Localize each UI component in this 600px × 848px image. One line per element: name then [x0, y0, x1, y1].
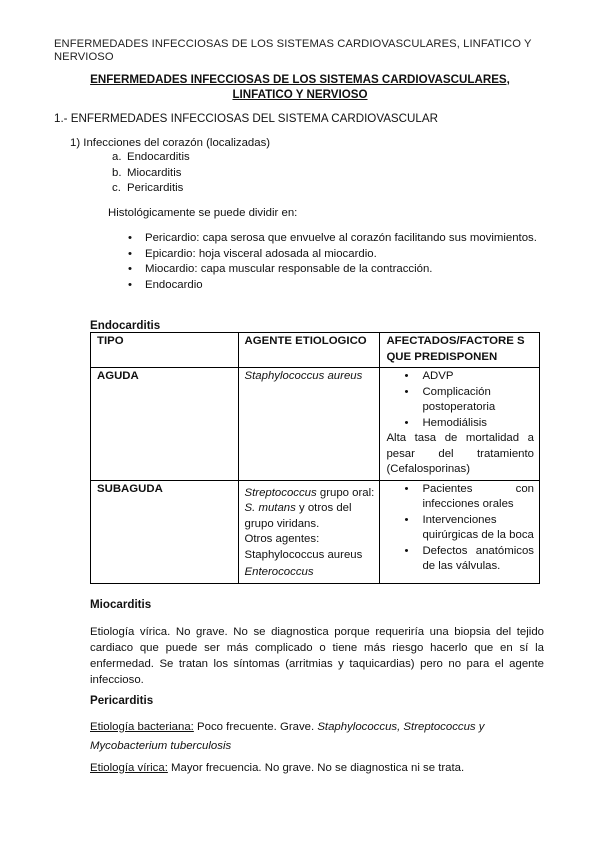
column-header: AFECTADOS/FACTORE S QUE PREDISPONEN	[380, 333, 540, 368]
list-item: • Pacientes con infecciones orales	[386, 482, 534, 513]
list-item: • Hemodiálisis	[386, 416, 534, 432]
table-cell-agent	[238, 480, 380, 583]
bacterial-agents: Staphylococcus, Streptococcus y Mycobacterium tuberculosis	[90, 721, 485, 752]
infection-list	[112, 150, 190, 197]
list-marker: c.	[112, 182, 121, 194]
agent-genus: Streptococcus	[244, 486, 317, 499]
table-cell-factors	[380, 480, 540, 583]
bacterial-text: Poco frecuente. Grave.	[193, 721, 318, 733]
agent-text: grupo oral:	[316, 486, 375, 499]
list-item: • Pericardio: capa serosa que envuelve al corazón facilitando sus movimientos.	[128, 231, 546, 247]
document-title: ENFERMEDADES INFECCIOSAS DE LOS SISTEMAS CARDIOVASCULARES, LINFATICO Y NERVIOSO	[90, 73, 510, 101]
pericarditis-heading: Pericarditis	[90, 694, 154, 707]
other-agents: Otros agentes: Staphylococcus aureus	[244, 533, 363, 561]
agent-text: y otros del grupo viridans.	[244, 502, 352, 530]
table-cell-factors	[380, 368, 540, 481]
page-header: ENFERMEDADES INFECCIOSAS DE LOS SISTEMAS CARDIOVASCULARES, LINFATICO Y NERVIOSO	[54, 38, 532, 63]
list-item: • Intervenciones quirúrgicas de la boca	[386, 513, 534, 544]
factor-list	[386, 369, 534, 431]
layers-list	[128, 231, 546, 293]
table-cell-type: AGUDA	[91, 368, 239, 481]
list-item-label: Endocarditis	[127, 151, 190, 163]
pericarditis-viral	[90, 762, 464, 774]
list-item-label: Pericarditis	[127, 182, 184, 194]
agent-description	[245, 482, 375, 533]
list-marker: b.	[112, 166, 122, 179]
column-header: TIPO	[91, 333, 239, 368]
list-item-label: Miocarditis	[127, 166, 182, 179]
list-item	[112, 181, 190, 197]
table-cell-agent	[238, 368, 380, 481]
table-row	[91, 368, 540, 481]
endocarditis-table	[90, 332, 540, 584]
section-heading: 1.- ENFERMEDADES INFECCIOSAS DEL SISTEMA CARDIOVASCULAR	[54, 112, 438, 125]
viral-label: Etiología vírica:	[90, 762, 168, 774]
pericarditis-bacterial	[90, 718, 544, 756]
factor-list	[386, 482, 534, 575]
agent-name: Staphylococcus aureus	[244, 370, 363, 382]
subsection-heading: 1) Infecciones del corazón (localizadas)	[70, 137, 271, 149]
list-item	[112, 150, 190, 166]
table-header-row	[91, 333, 540, 368]
agent-enterococcus: Enterococcus	[244, 566, 314, 578]
list-item: • Complicación postoperatoria	[386, 385, 534, 416]
list-item: • ADVP	[386, 369, 534, 385]
table-row	[91, 480, 540, 583]
endocarditis-heading: Endocarditis	[90, 319, 161, 332]
bacterial-label: Etiología bacteriana:	[90, 721, 194, 733]
table-cell-type: SUBAGUDA	[91, 480, 239, 583]
list-item: • Endocardio	[128, 278, 546, 294]
histology-intro: Histológicamente se puede dividir en:	[108, 207, 298, 219]
viral-text: Mayor frecuencia. No grave. No se diagnostica ni se trata.	[167, 762, 465, 774]
list-item: • Miocardio: capa muscular responsable de la contracción.	[128, 262, 546, 278]
column-header: AGENTE ETIOLOGICO	[238, 333, 380, 368]
agent-species: S. mutans	[244, 502, 296, 514]
list-item: • Defectos anatómicos de las válvulas.	[386, 544, 534, 575]
miocarditis-text: Etiología vírica. No grave. No se diagnostica porque requeriría una biopsia del tejido cardiaco que puede ser más complicado o tiene más riesgo hacerlo que en sí la enfermedad. Se tratan los síntomas (arritmias y taquicardias) pero no para el agente infeccioso.	[90, 626, 544, 686]
list-item	[112, 166, 190, 182]
mortality-note: Alta tasa de mortalidad a pesar del tratamiento (Cefalosporinas)	[386, 432, 534, 475]
miocarditis-heading: Miocarditis	[90, 598, 152, 611]
list-marker: a.	[112, 151, 122, 163]
list-item: • Epicardio: hoja visceral adosada al miocardio.	[128, 247, 546, 263]
